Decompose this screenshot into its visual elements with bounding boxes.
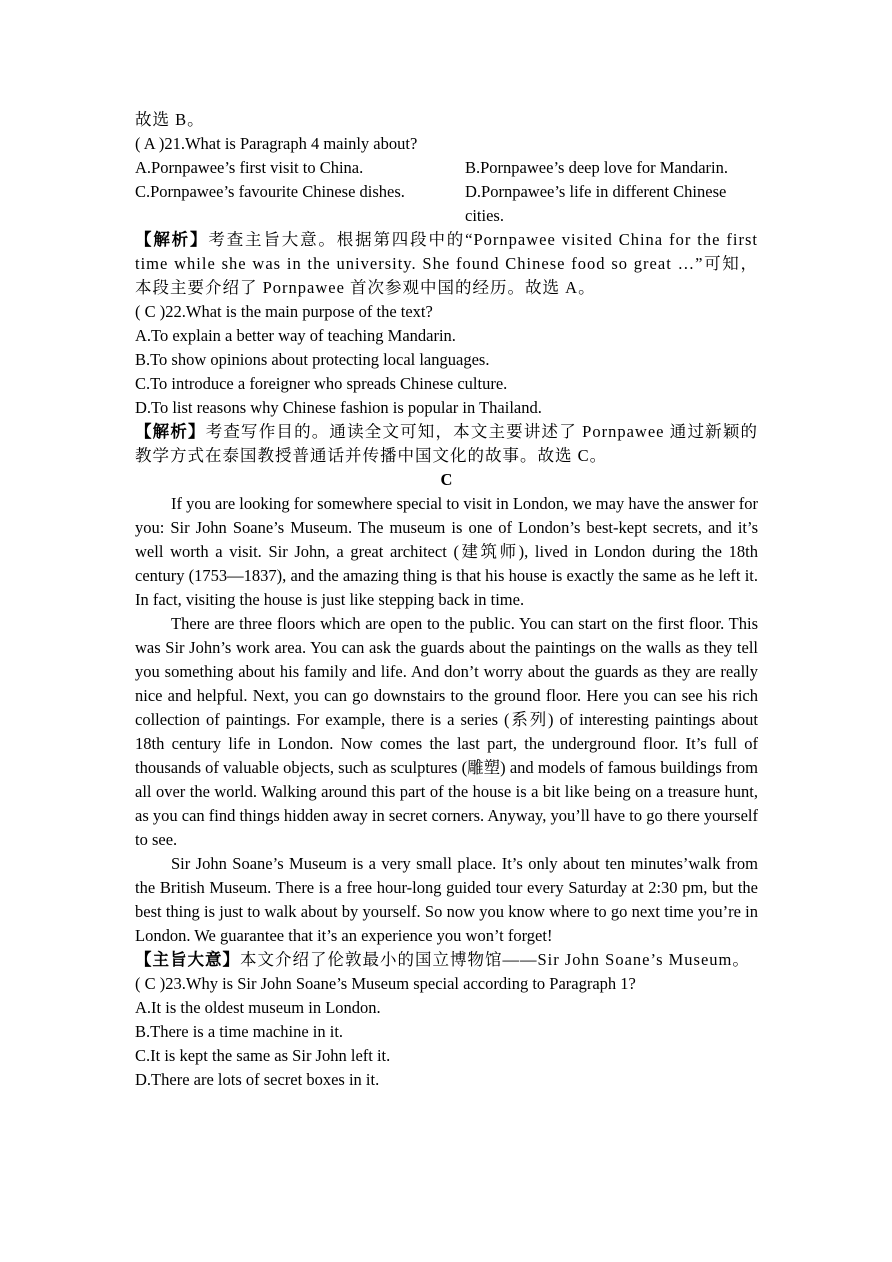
- option-b: B.Pornpawee’s deep love for Mandarin.: [465, 158, 729, 177]
- analysis-text: 考查写作目的。通读全文可知，本文主要讲述了 Pornpawee 通过新颖的教学方式在泰国教授普通话并传播中国文化的故事。故选 C。: [135, 422, 758, 465]
- question-22: [135, 300, 758, 468]
- passage-paragraph-2: There are three floors which are open to the public. You can start on the first floor. This was Sir John’s work area. You can ask the guards about the paintings on the walls as they tell you something about his family and life. And don’t worry about the guards as they are really nice and helpful. Next, you can go downstairs to the ground floor. Here you can see his rich collection of paintings. For example, there is a series (系列) of interesting paintings about 18th century life in London. Now comes the last part, the underground floor. It’s full of thousands of valuable objects, such as sculptures (雕塑) and models of famous buildings from all over the world. Walking around this part of the house is a bit like being on a treasure hunt, as you can find things hidden away in secret corners. Anyway, you’ll have to go there yourself to see.: [135, 614, 759, 849]
- main-idea-tag: 【主旨大意】: [135, 950, 240, 969]
- analysis: [135, 228, 758, 300]
- question-stem: ( C )22.What is the main purpose of the text?: [135, 302, 433, 321]
- question-stem: ( A )21.What is Paragraph 4 mainly about?: [135, 134, 418, 153]
- options-row: [135, 180, 758, 228]
- option-d: D.Pornpawee’s life in different Chinese cities.: [465, 182, 727, 225]
- question-stem: ( C )23.Why is Sir John Soane’s Museum special according to Paragraph 1?: [135, 974, 636, 993]
- option-d: D.To list reasons why Chinese fashion is popular in Thailand.: [135, 398, 542, 417]
- option-a: A.Pornpawee’s first visit to China.: [135, 158, 364, 177]
- analysis: [135, 420, 758, 468]
- option-c: C.To introduce a foreigner who spreads Chinese culture.: [135, 374, 508, 393]
- option-b: B.There is a time machine in it.: [135, 1022, 344, 1041]
- option-c: C.Pornpawee’s favourite Chinese dishes.: [135, 182, 405, 201]
- section-heading: C: [440, 470, 453, 489]
- option-a: A.It is the oldest museum in London.: [135, 998, 381, 1017]
- option-a: A.To explain a better way of teaching Mandarin.: [135, 326, 456, 345]
- options-row: [135, 156, 758, 180]
- main-idea: [135, 948, 758, 972]
- option-b: B.To show opinions about protecting local languages.: [135, 350, 490, 369]
- analysis-tag: 【解析】: [135, 230, 209, 249]
- option-d: D.There are lots of secret boxes in it.: [135, 1070, 380, 1089]
- previous-answer-fragment: 故选 B。: [135, 110, 205, 129]
- reading-passage: [135, 492, 758, 948]
- main-idea-text: 本文介绍了伦敦最小的国立博物馆——Sir John Soane’s Museum。: [240, 950, 750, 969]
- analysis-text: 考查主旨大意。根据第四段中的“Pornpawee visited China for the first time while she was in the university. She found Chinese food so great …”可知，本段主要介绍了 Pornpawee 首次参观中国的经历。故选 A。: [135, 230, 758, 297]
- option-c: C.It is kept the same as Sir John left it.: [135, 1046, 391, 1065]
- document-page: [135, 108, 758, 1092]
- passage-paragraph-3: Sir John Soane’s Museum is a very small place. It’s only about ten minutes’walk from the British Museum. There is a free hour-long guided tour every Saturday at 2:30 pm, but the best thing is just to walk about by yourself. So now you know where to go next time you’re in London. We guarantee that it’s an experience you won’t forget!: [135, 854, 758, 945]
- analysis-tag: 【解析】: [135, 422, 206, 441]
- question-23: [135, 972, 758, 1092]
- passage-paragraph-1: If you are looking for somewhere special to visit in London, we may have the answer for you: Sir John Soane’s Museum. The museum is one of London’s best-kept secrets, and it’s well worth a visit. Sir John, a great architect (建筑师), lived in London during the 18th century (1753—1837), and the amazing thing is that his house is exactly the same as he left it. In fact, visiting the house is just like stepping back in time.: [135, 494, 758, 609]
- question-21: [135, 132, 758, 300]
